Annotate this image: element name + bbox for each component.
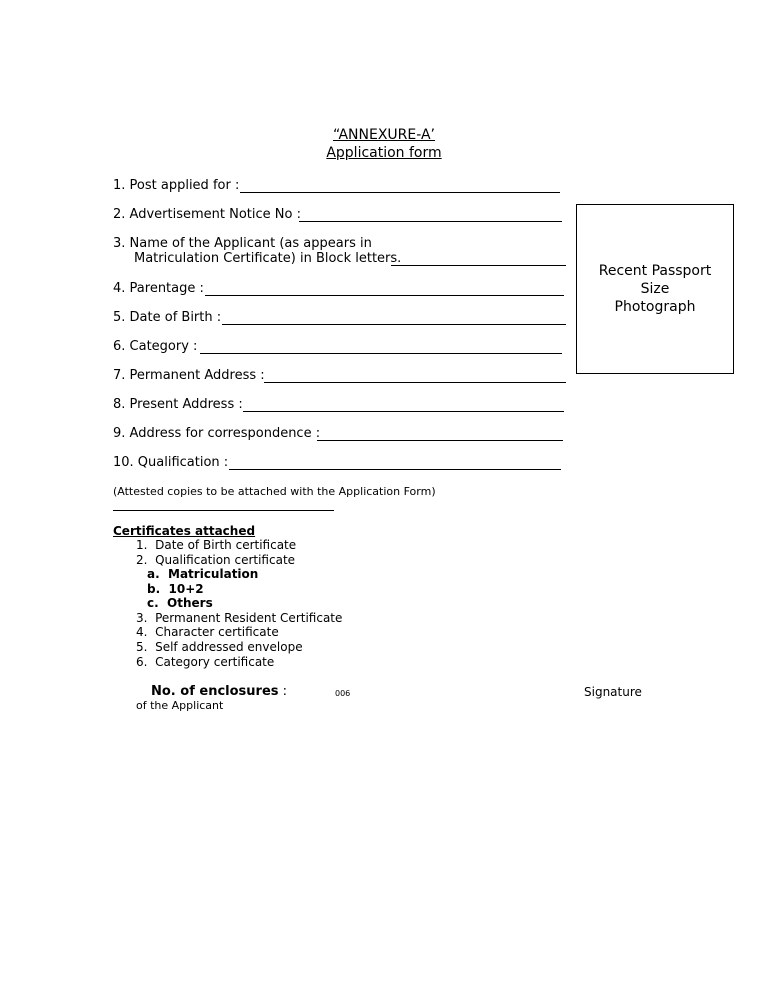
certificate-num: b.: [147, 582, 161, 596]
certificate-num: c.: [147, 596, 159, 610]
certificate-item: [136, 611, 342, 626]
photo-box-line2: Size: [640, 281, 670, 297]
field-parentage-line[interactable]: [205, 295, 564, 296]
certificate-num: 3.: [136, 611, 148, 625]
field-advertisement-no-label: 2. Advertisement Notice No :: [113, 207, 301, 222]
certificate-text: Date of Birth certificate: [155, 538, 297, 552]
field-applicant-name-line[interactable]: [391, 265, 566, 266]
field-parentage-label: 4. Parentage :: [113, 281, 204, 296]
certificate-num: 4.: [136, 625, 148, 639]
certificate-text: Self addressed envelope: [155, 640, 303, 654]
form-title-text: Application form: [326, 145, 442, 161]
enclosures-label: No. of enclosures: [151, 684, 279, 699]
certificate-text: Category certificate: [155, 655, 275, 669]
field-advertisement-no-line[interactable]: [299, 221, 562, 222]
certificate-num: 6.: [136, 655, 148, 669]
enclosures-colon: :: [282, 684, 288, 699]
certificate-item: [136, 538, 296, 553]
field-permanent-address-label: 7. Permanent Address :: [113, 368, 265, 383]
field-category-label: 6. Category :: [113, 339, 198, 354]
field-present-address-label: 8. Present Address :: [113, 397, 243, 412]
certificate-text: Character certificate: [155, 625, 279, 639]
certificate-text: Others: [167, 596, 213, 610]
certificate-num: 1.: [136, 538, 148, 552]
certificate-subitem: [147, 567, 258, 582]
photo-box-line3: Photograph: [614, 299, 696, 315]
certificate-item: [136, 640, 303, 655]
field-dob-label: 5. Date of Birth :: [113, 310, 222, 325]
certificates-heading: Certificates attached: [113, 524, 256, 538]
photo-box-line1: Recent Passport: [598, 263, 712, 279]
certificate-subitem: [147, 582, 204, 597]
photo-box-label: [577, 262, 733, 316]
field-permanent-address-line[interactable]: [264, 382, 566, 383]
field-applicant-name-label: 3. Name of the Applicant (as appears in: [113, 236, 372, 251]
field-correspondence-address-label: 9. Address for correspondence :: [113, 426, 321, 441]
certificate-num: 5.: [136, 640, 148, 654]
certificate-text: Qualification certificate: [155, 553, 296, 567]
certificate-subitem: [147, 596, 213, 611]
field-post-applied-line[interactable]: [240, 192, 560, 193]
attested-divider: [113, 510, 334, 511]
form-title: [0, 145, 768, 161]
certificate-item: [136, 553, 295, 568]
enclosures-row: [151, 684, 287, 699]
field-correspondence-address-line[interactable]: [317, 440, 563, 441]
field-post-applied-label: 1. Post applied for :: [113, 178, 240, 193]
annexure-heading: [0, 127, 768, 143]
certificate-text: 10+2: [168, 582, 204, 596]
certificate-text: Permanent Resident Certificate: [155, 611, 343, 625]
attested-note: (Attested copies to be attached with the Application Form): [113, 485, 436, 498]
field-qualification-line[interactable]: [229, 469, 561, 470]
certificate-num: 2.: [136, 553, 148, 567]
certificate-num: a.: [147, 567, 160, 581]
annexure-text: “ANNEXURE-A’: [333, 127, 435, 143]
field-present-address-line[interactable]: [243, 411, 564, 412]
certificate-text: Matriculation: [168, 567, 259, 581]
signature-label: Signature: [584, 685, 642, 699]
signature-label-line2: of the Applicant: [136, 699, 224, 712]
enclosures-value: 006: [335, 689, 351, 698]
certificate-item: [136, 655, 274, 670]
field-applicant-name-label-line2: Matriculation Certificate) in Block letters.: [134, 251, 402, 266]
passport-photo-box[interactable]: [576, 204, 734, 374]
certificate-item: [136, 625, 279, 640]
field-dob-line[interactable]: [222, 324, 566, 325]
field-category-line[interactable]: [200, 353, 562, 354]
field-qualification-label: 10. Qualification :: [113, 455, 229, 470]
